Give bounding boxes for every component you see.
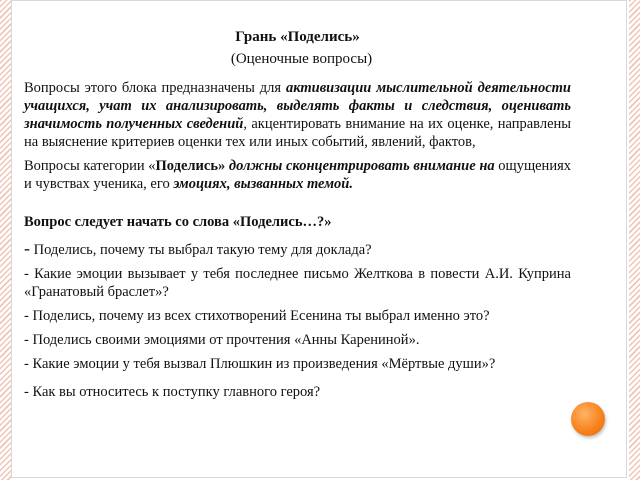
question-item [24, 331, 571, 349]
slide-title: Грань «Поделись» [235, 29, 360, 45]
question-dash: - [24, 238, 30, 258]
question-dash: - [24, 384, 29, 400]
category-text-1: Вопросы категории « [24, 158, 156, 174]
question-text: Поделись, почему из всех стихотворений Есенина ты выбрал именно это? [28, 308, 490, 324]
question-dash: - [24, 356, 29, 372]
intro-paragraph [24, 79, 571, 151]
lead-keyword: «Поделись…?» [232, 214, 332, 230]
slide-content [24, 28, 571, 407]
question-text: Какие эмоции вызывает у тебя последнее письмо Желткова в повести А.И. Куприна «Гранатовый браслет»? [24, 266, 571, 300]
question-dash: - [24, 332, 29, 348]
question-text: Поделись своими эмоциями от прочтения «Анны Карениной». [28, 332, 420, 348]
question-dash: - [24, 308, 29, 324]
question-text: Как вы относитесь к поступку главного героя? [28, 384, 321, 400]
right-decorative-stripes [629, 0, 640, 480]
lead-text: Вопрос следует начать со слова [24, 214, 233, 230]
left-decorative-stripes [0, 0, 11, 480]
question-text: Какие эмоции у тебя вызвал Плюшкин из произведения «Мёртвые души»? [28, 356, 496, 372]
question-item [24, 265, 571, 301]
category-emphasis-2: эмоциях, вызванных темой. [173, 176, 353, 192]
question-text: Поделись, почему ты выбрал такую тему для доклада? [30, 242, 372, 258]
category-paragraph [24, 157, 571, 193]
category-text-2: ощущениях и чувствах ученика, его [24, 158, 571, 192]
orange-circle-decoration [571, 402, 605, 436]
question-dash: - [24, 266, 29, 282]
lead-instruction [24, 213, 571, 231]
intro-text-2: , акцентировать внимание на их оценке, направлены на выяснение критериев оценки тех или иных событий, явлений, фактов, [24, 116, 572, 150]
intro-text-1: Вопросы этого блока предназначены для [24, 80, 286, 96]
question-item [24, 307, 571, 325]
question-item [24, 355, 571, 373]
category-emphasis-1: должны сконцентрировать внимание на [225, 158, 495, 174]
question-item [24, 383, 571, 401]
category-keyword: Поделись» [155, 158, 226, 174]
intro-emphasis: активизации мыслительной деятельности учащихся, учат их анализировать, выделять факты и следствия, оценивать значимость полученных сведений [24, 80, 571, 132]
slide-subtitle: (Оценочные вопросы) [230, 51, 373, 67]
question-item [24, 239, 571, 259]
